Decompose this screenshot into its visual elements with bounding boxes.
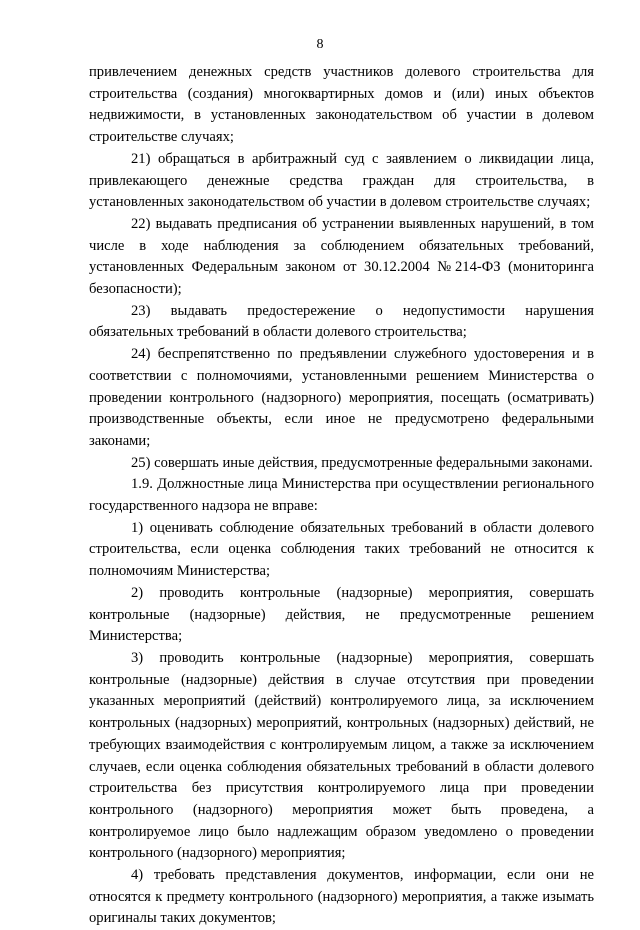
paragraph-restriction-4: 4) требовать представления документов, информации, если они не относятся к предмету контрольного (надзорного) мероприятия, а также изымать оригиналы таких документов; xyxy=(89,867,594,927)
paragraph-item-22: 22) выдавать предписания об устранении выявленных нарушений, в том числе в ходе наблюдения за соблюдением обязательных требований, установленных Федеральным законом от 30.12.2004 №214-ФЗ (мониторинга безопасности); xyxy=(89,215,594,298)
paragraph-item-25: 25) совершать иные действия, предусмотренные федеральными законами. xyxy=(131,454,593,471)
paragraph-section-1-9: 1.9. Должностные лица Министерства при осуществлении регионального государственного надзора не вправе: xyxy=(89,476,594,515)
page-number: 8 xyxy=(316,37,324,52)
paragraph-restriction-1: 1) оценивать соблюдение обязательных требований в области долевого строительства, если оценка соблюдения таких требований не относится к полномочиям Министерства; xyxy=(89,519,594,580)
paragraph-item-24: 24) беспрепятственно по предъявлении служебного удостоверения и в соответствии с полномочиями, установленными решением Министерства о проведении контрольного (надзорного) мероприятия, посещать (осматривать) производственные объекты, если иное не предусмотрено федеральными законами; xyxy=(89,346,594,449)
paragraph-restriction-2: 2) проводить контрольные (надзорные) мероприятия, совершать контрольные (надзорные) действия, не предусмотренные решением Министерства; xyxy=(89,584,594,645)
paragraph-restriction-3: 3) проводить контрольные (надзорные) мероприятия, совершать контрольные (надзорные) действия в случае отсутствия при проведении указанных мероприятий (действий) контролируемого лица, за исключением контрольных (надзорных) мероприятий, контрольных (надзорных) действий, не требующих взаимодействия с контролируемым лицом, а также за исключением случаев, если оценка соблюдения обязательных требований в области долевого строительства без присутствия контролируемого лица при проведении контрольного (надзорного) мероприятия может быть проведена, а контролируемое лицо было надлежащим образом уведомлено о проведении контрольного (надзорного) мероприятия; xyxy=(89,649,594,862)
document-body xyxy=(89,62,594,930)
paragraph-item-23: 23) выдавать предостережение о недопустимости нарушения обязательных требований в области долевого строительства; xyxy=(89,302,594,341)
paragraph-item-21: 21) обращаться в арбитражный суд с заявлением о ликвидации лица, привлекающего денежные средства граждан для строительства, в установленных законодательством об участии в долевом строительстве случаях; xyxy=(89,150,594,211)
paragraph-continuation: привлечением денежных средств участников долевого строительства для строительства (создания) многоквартирных домов и (или) иных объектов недвижимости, в установленных законодательством об участии в долевом строительстве случаях; xyxy=(89,64,594,146)
